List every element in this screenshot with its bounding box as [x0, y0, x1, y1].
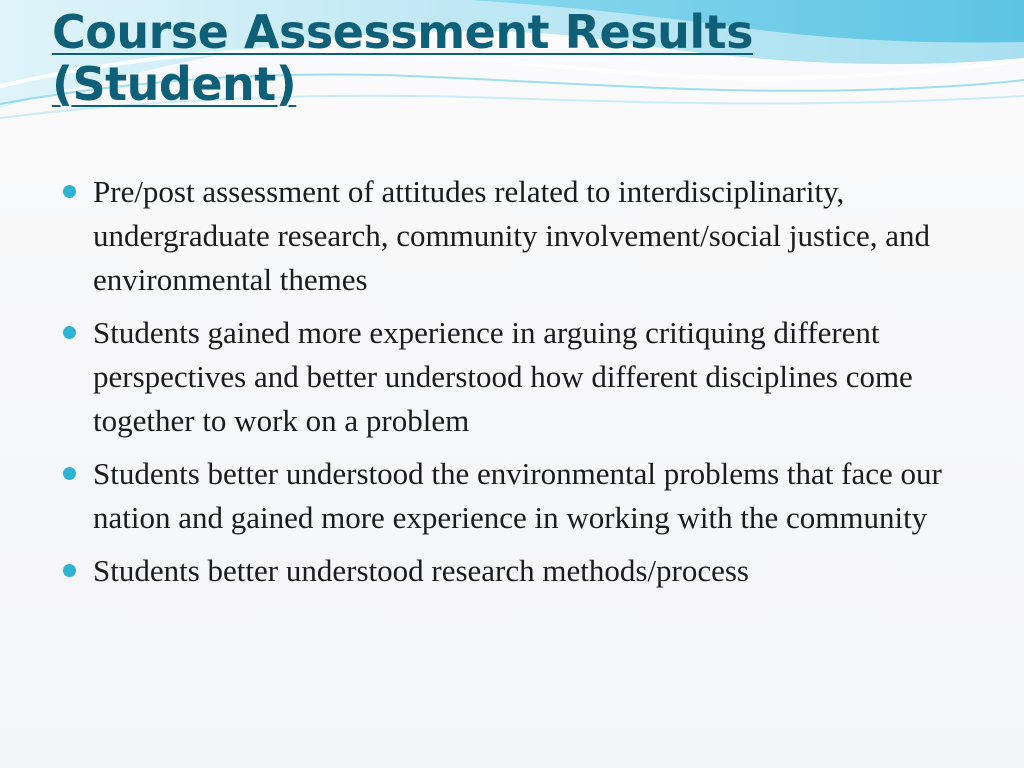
title-line-2: [52, 58, 952, 110]
title-line-1-text: Course Assessment Results: [52, 5, 753, 59]
bullet-text: Students better understood research methods/process: [93, 553, 749, 588]
bullet-dot-icon: [63, 185, 76, 198]
bullet-text: Students gained more experience in arguing critiquing different perspectives and better understood how different disciplines come together to work on a problem: [93, 315, 913, 438]
bullet-text: Students better understood the environmental problems that face our nation and gained more experience in working with the community: [93, 456, 942, 535]
slide-title: [52, 6, 952, 110]
title-line-2-text: (Student): [52, 57, 297, 111]
bullet-item: [60, 549, 980, 593]
bullet-dot-icon: [63, 326, 76, 339]
title-line-1: [52, 6, 952, 58]
bullet-item: [60, 311, 980, 443]
bullet-list: [60, 170, 980, 602]
bullet-dot-icon: [63, 564, 76, 577]
bullet-dot-icon: [63, 467, 76, 480]
bullet-item: [60, 170, 980, 302]
bullet-text: Pre/post assessment of attitudes related to interdisciplinarity, undergraduate research, community involvement/social justice, and environmental themes: [93, 174, 931, 297]
bullet-item: [60, 452, 980, 540]
